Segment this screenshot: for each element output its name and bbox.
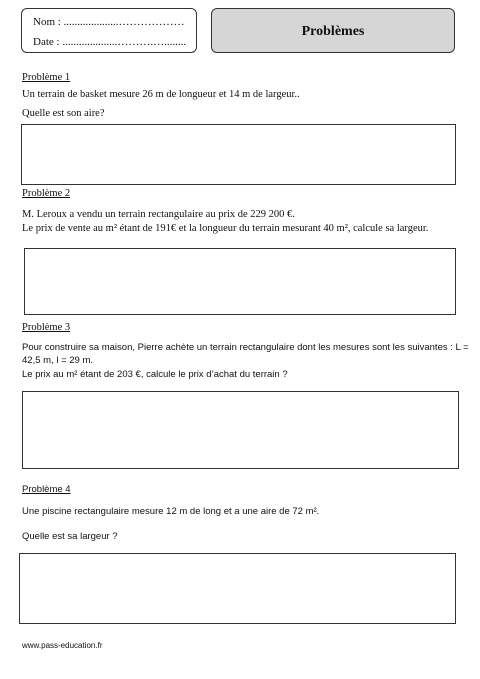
worksheet-title: Problèmes xyxy=(301,24,365,39)
problem-1-question: Quelle est son aire? xyxy=(22,108,105,119)
problem-2-title: Problème 2 xyxy=(22,188,71,199)
problem-1-answer-box[interactable] xyxy=(21,124,456,185)
name-field-label: Nom : ....................……………… xyxy=(33,16,185,28)
problem-4-statement: Une piscine rectangulaire mesure 12 m de long et a une aire de 72 m². xyxy=(22,506,320,517)
problem-1-statement: Un terrain de basket mesure 26 m de longueur et 14 m de largeur.. xyxy=(22,89,300,100)
problem-1-title: Problème 1 xyxy=(22,72,71,83)
problem-2-answer-box[interactable] xyxy=(24,248,456,315)
problem-2-line-1: M. Leroux a vendu un terrain rectangulaire au prix de 229 200 €. xyxy=(22,209,295,220)
problem-2-line-2: Le prix de vente au m² étant de 191€ et la longueur du terrain mesurant 40 m², calcule sa largeur. xyxy=(22,223,429,234)
worksheet-title-box xyxy=(211,8,455,53)
problem-3-line-3: Le prix au m² étant de 203 €, calcule le prix d’achat du terrain ? xyxy=(22,369,288,380)
problem-4-title: Problème 4 xyxy=(22,484,71,495)
footer-url[interactable]: www.pass-education.fr xyxy=(22,641,103,650)
problem-3-answer-box[interactable] xyxy=(22,391,459,469)
problem-4-question: Quelle est sa largeur ? xyxy=(22,531,118,542)
problem-3-line-1: Pour construire sa maison, Pierre achète un terrain rectangulaire dont les mesures sont les suivantes : L = xyxy=(22,342,469,353)
problem-3-title: Problème 3 xyxy=(22,322,71,333)
problem-4-answer-box[interactable] xyxy=(19,553,456,624)
date-field-label: Date : ....................……….…........ xyxy=(33,36,187,48)
student-info-box xyxy=(21,8,197,53)
problem-3-line-2: 42,5 m, l = 29 m. xyxy=(22,355,94,366)
